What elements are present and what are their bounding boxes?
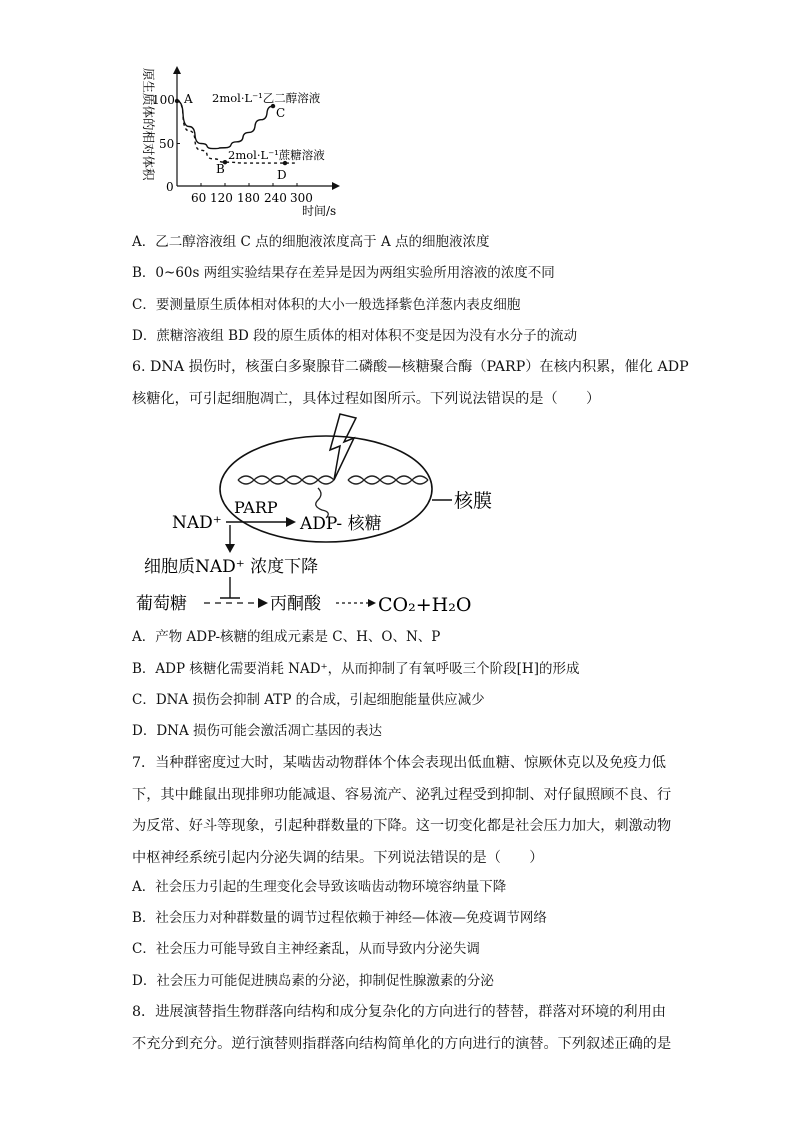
q8-stem-line: 8．进展演替指生物群落向结构和成分复杂化的方向进行的替替，群落对环境的利用由 <box>132 1004 666 1020</box>
q8-stem <box>132 997 672 1060</box>
q6-option-a: A．产物 ADP-核糖的组成元素是 C、H、O、N、P <box>132 629 441 645</box>
dna-strand-icon <box>238 476 334 484</box>
q7-stem-line: 为反常、好斗等现象，引起种群数量的下降。这一切变化都是社会压力加大，刺激动物 <box>132 818 672 835</box>
q7-option-b: B．社会压力对种群数量的调节过程依赖于神经—体液—免疫调节网络 <box>132 910 547 926</box>
protoplast-volume-chart <box>130 62 360 222</box>
q8-stem-line: 不充分到充分。逆行演替则指群落向结构简单化的方向进行的演替。下列叙述正确的是 <box>132 1035 672 1052</box>
q6-option-c: C．DNA 损伤会抑制 ATP 的合成，引起细胞能量供应减少 <box>132 692 485 708</box>
adp-ribose-label: ADP- 核糖 <box>300 514 382 534</box>
q5-option-d: D．蔗糖溶液组 BD 段的原生质体的相对体积不变是因为没有水分子的流动 <box>132 328 578 344</box>
x-tick-300: 300 <box>290 191 313 205</box>
q5-option-b: B．0~60s 两组实验结果存在差异是因为两组实验所用溶液的浓度不同 <box>132 265 555 281</box>
q5-option-c: C．要测量原生质体相对体积的大小一般选择紫色洋葱内表皮细胞 <box>132 297 521 313</box>
glucose-label: 葡萄糖 <box>136 594 187 614</box>
point-label-a: A <box>184 92 193 106</box>
series-line-ethylene-glycol <box>177 101 273 149</box>
y-tick-50: 50 <box>159 137 175 151</box>
y-axis-arrow <box>173 66 181 74</box>
q6-option-b: B．ADP 核糖化需要消耗 NAD⁺，从而抑制了有氧呼吸三个阶段[H]的形成 <box>132 661 580 677</box>
parp-label: PARP <box>234 498 278 517</box>
q7-stem <box>132 748 672 874</box>
parp-arrowhead <box>286 517 296 527</box>
point-label-b: B <box>216 162 225 176</box>
q6-stem <box>132 352 689 415</box>
co2-water-label: CO₂+H₂O <box>378 594 472 616</box>
x-axis-label: 时间/s <box>302 204 337 218</box>
series-label-sucrose: 2mol·L⁻¹蔗糖溶液 <box>228 148 325 162</box>
q7-stem-line: 中枢神经系统引起内分泌失调的结果。下列说法错误的是（ ） <box>132 849 544 866</box>
q5-option-a: A．乙二醇溶液组 C 点的细胞液浓度高于 A 点的细胞液浓度 <box>132 234 490 250</box>
q7-option-d: D．社会压力可能促进胰岛素的分泌，抑制促性腺激素的分泌 <box>132 973 494 989</box>
pyruvate-label: 丙酮酸 <box>270 594 321 614</box>
parp-pathway-diagram <box>130 412 520 622</box>
x-tick-120: 120 <box>210 191 233 205</box>
y-axis-label: 原生质体的相对体积 <box>141 68 156 181</box>
q6-option-d: D．DNA 损伤可能会激活凋亡基因的表达 <box>132 723 383 739</box>
pyruvate-arrowhead <box>368 599 376 607</box>
lightning-icon <box>330 414 356 480</box>
q7-stem-line: 7．当种群密度过大时，某啮齿动物群体个体会表现出低血糖、惊厥休克以及免疫力低 <box>132 755 666 771</box>
x-tick-240: 240 <box>264 191 287 205</box>
point-label-c: C <box>276 106 286 120</box>
y-tick-100: 100 <box>152 93 175 107</box>
q7-option-c: C．社会压力可能导致自主神经紊乱，从而导致内分泌失调 <box>132 941 480 957</box>
nad-down-arrowhead <box>225 544 235 553</box>
glucose-arrowhead <box>258 598 268 608</box>
x-axis-arrow <box>332 182 340 190</box>
membrane-label: 核膜 <box>454 490 493 512</box>
point-label-d: D <box>277 168 287 182</box>
q6-stem-line: 6. DNA 损伤时，核蛋白多聚腺苷二磷酸—核糖聚合酶（PARP）在核内积累，催化 ADP <box>132 359 689 375</box>
nad-label: NAD⁺ <box>172 513 222 533</box>
q7-stem-line: 下，其中雌鼠出现排卵功能减退、容易流产、泌乳过程受到抑制、对仔鼠照顾不良、行 <box>132 786 672 803</box>
x-tick-180: 180 <box>237 191 260 205</box>
q6-stem-line: 核糖化，可引起细胞凋亡，具体过程如图所示。下列说法错误的是（ ） <box>132 390 601 407</box>
point-a <box>175 99 179 103</box>
y-tick-0: 0 <box>166 180 174 194</box>
series-label-ethylene-glycol: 2mol·L⁻¹乙二醇溶液 <box>212 91 321 105</box>
chart-layer <box>173 66 340 190</box>
q7-option-a: A．社会压力引起的生理变化会导致该啮齿动物环境容纳量下降 <box>132 879 507 895</box>
nad-drop-label: 细胞质NAD⁺ 浓度下降 <box>144 557 319 577</box>
x-tick-60: 60 <box>191 191 207 205</box>
